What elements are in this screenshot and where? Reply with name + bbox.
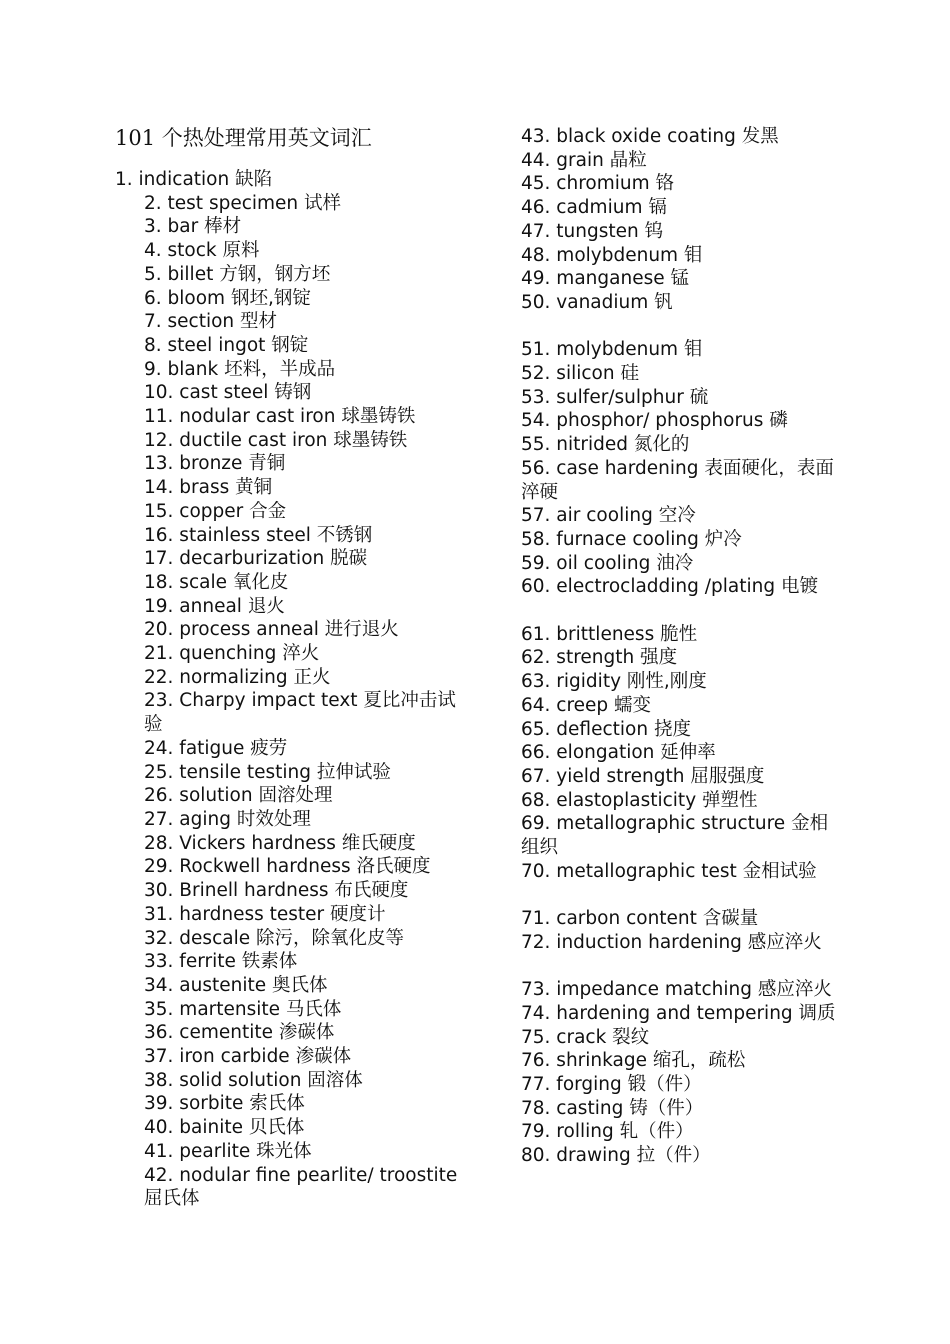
vocab-entry: 46. cadmium 镉 (521, 197, 667, 219)
vocab-entry: 62. strength 强度 (521, 647, 678, 669)
vocab-entry: 48. molybdenum 钼 (521, 244, 703, 266)
vocab-entry: 14. brass 黄铜 (144, 477, 273, 499)
vocab-entry: 35. martensite 马氏体 (144, 998, 342, 1020)
vocab-entry: 37. iron carbide 渗碳体 (144, 1046, 352, 1068)
vocab-entry: 50. vanadium 钒 (521, 291, 673, 313)
vocab-entry: 27. aging 时效处理 (144, 808, 311, 830)
vocab-entry: 28. Vickers hardness 维氏硬度 (144, 832, 416, 854)
vocab-entry: 45. chromium 铬 (521, 173, 675, 195)
blank-line (521, 315, 841, 339)
vocab-entry: 29. Rockwell hardness 洛氏硬度 (144, 856, 431, 878)
vocab-entry: 19. anneal 退火 (144, 595, 285, 617)
vocab-entry: 25. tensile testing 拉伸试验 (144, 761, 391, 783)
vocab-entry: 51. molybdenum 钼 (521, 339, 703, 361)
vocab-entry: 4. stock 原料 (144, 240, 260, 262)
vocab-entry: 1. indication 缺陷 (115, 169, 273, 190)
vocab-entry: 21. quenching 淬火 (144, 643, 320, 665)
vocab-entry: 66. elongation 延伸率 (521, 742, 716, 764)
vocab-entry: 32. descale 除污，除氧化皮等 (144, 927, 404, 949)
vocab-entry: 8. steel ingot 钢锭 (144, 334, 309, 356)
vocab-entry: 12. ductile cast iron 球墨铸铁 (144, 429, 408, 451)
blank-line (521, 955, 841, 979)
vocab-entry: 68. elastoplasticity 弹塑性 (521, 789, 758, 811)
vocab-entry: 44. grain 晶粒 (521, 149, 647, 171)
vocab-entry: 69. metallographic structure 金相组织 (521, 813, 829, 859)
vocab-entry: 20. process anneal 进行退火 (144, 619, 399, 641)
vocab-entry: 77. forging 锻（件） (521, 1074, 702, 1096)
vocab-entry: 78. casting 铸（件） (521, 1097, 704, 1119)
vocab-entry: 11. nodular cast iron 球墨铸铁 (144, 406, 416, 428)
vocab-entry: 80. drawing 拉（件） (521, 1145, 711, 1167)
vocab-entry: 55. nitrided 氮化的 (521, 434, 690, 456)
vocab-entry: 72. induction hardening 感应淬火 (521, 931, 822, 953)
vocab-entry: 22. normalizing 正火 (144, 666, 331, 688)
vocab-entry: 43. black oxide coating 发黑 (521, 126, 779, 147)
vocab-entry: 75. crack 裂纹 (521, 1026, 650, 1048)
vocab-entry: 74. hardening and tempering 调质 (521, 1002, 836, 1024)
vocab-entry: 49. manganese 锰 (521, 268, 689, 290)
vocab-entry: 38. solid solution 固溶体 (144, 1069, 363, 1091)
vocab-entry: 9. blank 坯料，半成品 (144, 358, 336, 380)
vocab-entry: 70. metallographic test 金相试验 (521, 860, 817, 882)
vocab-entry: 26. solution 固溶处理 (144, 785, 333, 807)
vocab-entry: 33. ferrite 铁素体 (144, 951, 298, 973)
vocab-entry: 79. rolling 轧（件） (521, 1121, 694, 1143)
vocab-entry: 24. fatigue 疲劳 (144, 737, 288, 759)
vocab-entry: 6. bloom 钢坯,钢锭 (144, 287, 311, 309)
vocab-entry: 39. sorbite 索氏体 (144, 1093, 305, 1115)
vocab-entry: 5. billet 方钢，钢方坯 (144, 263, 331, 285)
vocab-entry: 31. hardness tester 硬度计 (144, 903, 386, 925)
vocab-entry: 40. bainite 贝氏体 (144, 1117, 305, 1139)
vocab-entry: 30. Brinell hardness 布氏硬度 (144, 880, 409, 902)
vocab-entry: 41. pearlite 珠光体 (144, 1140, 312, 1162)
vocab-entry: 47. tungsten 钨 (521, 220, 664, 242)
vocab-entry: 42. nodular fine pearlite/ troostite 屈氏体 (144, 1164, 458, 1210)
vocab-entry: 64. creep 蠕变 (521, 694, 652, 716)
vocab-entry: 61. brittleness 脆性 (521, 623, 698, 645)
vocab-entry: 17. decarburization 脱碳 (144, 548, 368, 570)
vocab-entry: 71. carbon content 含碳量 (521, 908, 759, 930)
vocab-entry: 13. bronze 青铜 (144, 453, 286, 475)
vocab-entry: 63. rigidity 刚性,刚度 (521, 671, 707, 693)
blank-line (521, 883, 841, 907)
vocab-entry: 10. cast steel 铸钢 (144, 382, 312, 404)
vocab-entry: 67. yield strength 屈服强度 (521, 765, 765, 787)
vocab-entry: 60. electrocladding /plating 电镀 (521, 576, 818, 598)
vocab-entry: 56. case hardening 表面硬化，表面淬硬 (521, 457, 834, 503)
document-title: 101 个热处理常用英文词汇 (115, 126, 372, 150)
vocab-entry: 34. austenite 奥氏体 (144, 974, 328, 996)
vocab-entry: 16. stainless steel 不锈钢 (144, 524, 373, 546)
vocab-entry: 52. silicon 硅 (521, 363, 639, 385)
vocab-entry: 15. copper 合金 (144, 500, 287, 522)
vocab-entry: 53. sulfer/sulphur 硫 (521, 386, 709, 408)
right-column (521, 125, 841, 1168)
left-column (115, 168, 460, 1211)
vocab-entry: 7. section 型材 (144, 311, 278, 333)
vocab-entry: 65. deflection 挠度 (521, 718, 691, 740)
vocab-entry: 36. cementite 渗碳体 (144, 1022, 335, 1044)
vocab-entry: 59. oil cooling 油冷 (521, 552, 694, 574)
vocab-entry: 73. impedance matching 感应淬火 (521, 979, 832, 1001)
vocab-entry: 3. bar 棒材 (144, 216, 242, 238)
blank-line (521, 599, 841, 623)
vocab-entry: 54. phosphor/ phosphorus 磷 (521, 410, 788, 432)
vocab-entry: 76. shrinkage 缩孔，疏松 (521, 1050, 746, 1072)
vocab-entry: 58. furnace cooling 炉冷 (521, 528, 742, 550)
vocab-entry: 57. air cooling 空冷 (521, 505, 696, 527)
vocab-entry: 2. test specimen 试样 (144, 192, 342, 214)
vocab-entry: 23. Charpy impact text 夏比冲击试验 (144, 690, 456, 736)
vocab-entry: 18. scale 氧化皮 (144, 571, 289, 593)
